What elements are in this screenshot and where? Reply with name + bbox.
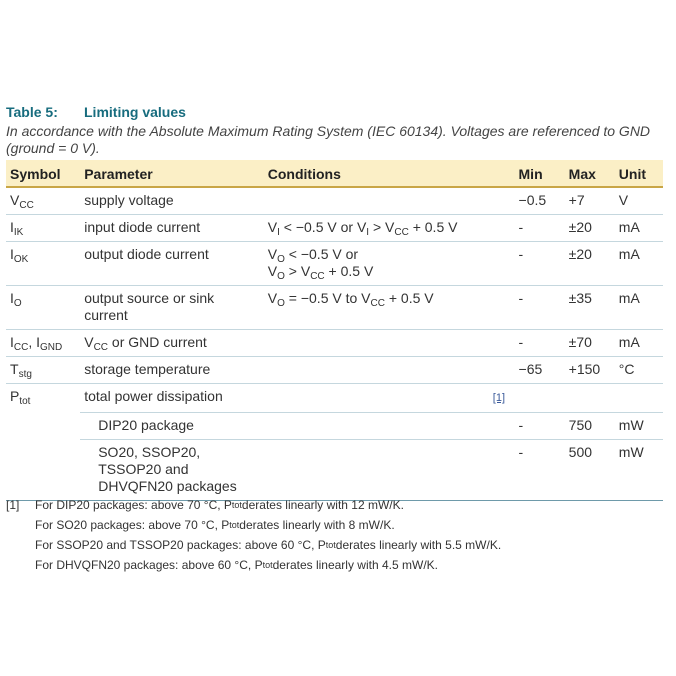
unit-cell: mW [615, 440, 663, 501]
table-row [6, 215, 663, 242]
header-min: Min [515, 160, 565, 187]
symbol-cell: $P_{tot}$ [10, 388, 31, 407]
footnotes [6, 495, 501, 575]
unit-cell: V [615, 187, 663, 215]
symbol-cell: $T_{stg}$ [6, 357, 80, 384]
limiting-values-table [6, 160, 663, 501]
conditions-cell [264, 187, 515, 215]
parameter-cell: storage temperature [80, 357, 264, 384]
table-note: In accordance with the Absolute Maximum Rating System (IEC 60134). Voltages are referenced to GND (ground = 0 V). [6, 123, 651, 156]
max-cell: ±35 [565, 286, 615, 330]
min-cell: - [515, 215, 565, 242]
symbol-cell: $I_{IK}$ [6, 215, 80, 242]
conditions-cell: $V_I < -0.5$ V or $V_I > V_{CC} + 0.5$ V [264, 215, 515, 242]
min-cell: −65 [515, 357, 565, 384]
symbol-cell: $V_{CC}$ [6, 187, 80, 215]
header-conditions: Conditions [264, 160, 515, 187]
parameter-cell: input diode current [80, 215, 264, 242]
table-row [6, 384, 663, 413]
max-cell: 500 [565, 440, 615, 501]
footnote-line: For SO20 packages: above 70 °C, P tot derates linearly with 8 mW/K. [35, 518, 395, 532]
parameter-cell: supply voltage [80, 187, 264, 215]
parameter-cell: output source or sink current [80, 286, 264, 330]
conditions-cell: $V_O = -0.5$ V to $V_{CC} + 0.5$ V [264, 286, 515, 330]
conditions-cell [264, 330, 515, 357]
table-row [6, 286, 663, 330]
min-cell: - [515, 242, 565, 286]
footnote-marker: [1] [6, 498, 20, 512]
unit-cell: °C [615, 357, 663, 384]
conditions-cell [264, 413, 515, 440]
header-row [6, 160, 663, 187]
max-cell: 750 [565, 413, 615, 440]
unit-cell: mA [615, 286, 663, 330]
symbol-cell [6, 440, 80, 501]
header-symbol: Symbol [6, 160, 80, 187]
table-title: Limiting values [84, 104, 186, 120]
max-cell: +150 [565, 357, 615, 384]
unit-cell: mA [615, 215, 663, 242]
unit-cell: mA [615, 242, 663, 286]
parameter-cell: output diode current [80, 242, 264, 286]
min-cell: - [515, 330, 565, 357]
conditions-cell: $V_O < -0.5$ V or $V_O > V_{CC} + 0.5$ V [264, 242, 515, 286]
table-row [6, 330, 663, 357]
parameter-cell: DIP20 package [80, 413, 264, 440]
min-cell: - [515, 413, 565, 440]
symbol-cell: $I_{CC}$, $I_{GND}$ [6, 330, 80, 357]
footnote-line: [1] For DIP20 packages: above 70 °C, P tot derates linearly with 12 mW/K. [6, 495, 501, 515]
parameter-cell: total power dissipation [80, 384, 264, 413]
max-cell: ±20 [565, 242, 615, 286]
symbol-cell [6, 413, 80, 440]
conditions-cell [264, 384, 663, 413]
table-row [6, 187, 663, 215]
min-cell: - [515, 440, 565, 501]
footnote-ref-link[interactable]: [1] [492, 392, 505, 404]
table-row [6, 242, 663, 286]
table-row [6, 440, 663, 501]
min-cell: - [515, 286, 565, 330]
table-row [6, 413, 663, 440]
parameter-cell: SO20, SSOP20, TSSOP20 and DHVQFN20 packages [80, 440, 264, 501]
table-row [6, 357, 663, 384]
table-caption [6, 104, 186, 120]
conditions-cell [264, 357, 515, 384]
header-max: Max [565, 160, 615, 187]
max-cell: +7 [565, 187, 615, 215]
footnote-line: For SSOP20 and TSSOP20 packages: above 60 °C, P tot derates linearly with 5.5 mW/K. [35, 538, 502, 552]
footnote-line: For DHVQFN20 packages: above 60 °C, P tot derates linearly with 4.5 mW/K. [35, 558, 438, 572]
max-cell: ±20 [565, 215, 615, 242]
parameter-cell: $V_{CC}$ or GND current [80, 330, 264, 357]
conditions-cell [264, 440, 515, 501]
header-parameter: Parameter [80, 160, 264, 187]
table-number: Table 5: [6, 104, 58, 120]
max-cell: ±70 [565, 330, 615, 357]
header-unit: Unit [615, 160, 663, 187]
symbol-cell: $I_O$ [6, 286, 80, 330]
unit-cell: mW [615, 413, 663, 440]
symbol-cell: $I_{OK}$ [6, 242, 80, 286]
unit-cell: mA [615, 330, 663, 357]
min-cell: −0.5 [515, 187, 565, 215]
